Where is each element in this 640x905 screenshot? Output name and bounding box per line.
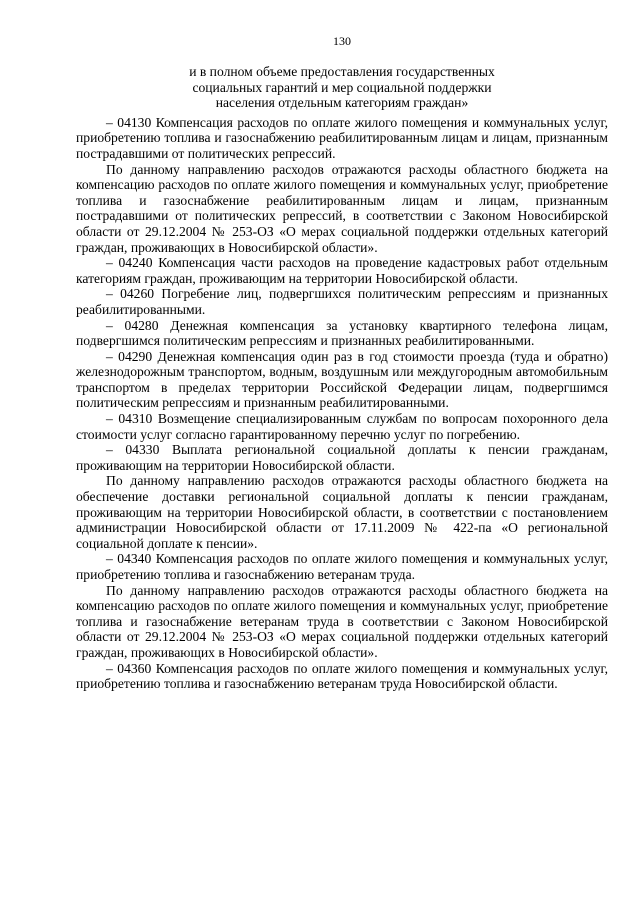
heading-line: социальных гарантий и мер социальной поддержки <box>192 79 492 95</box>
heading-line: населения отдельным категориям граждан» <box>215 95 469 111</box>
paragraph-code-04310: – 04310 Возмещение специализированным службам по вопросам похоронного дела стоимости услуг согласно гарантированному перечню услуг по погребению. <box>76 411 608 442</box>
section-heading <box>76 64 608 111</box>
page-number: 130 <box>333 34 351 48</box>
paragraph-description: По данному направлению расходов отражаются расходы областного бюджета на обеспечение доставки региональной социальной доплаты к пенсии гражданам, проживающим на территории Новосибирской области, в соответствии с постановлением администрации Новосибирской области от 17.11.2009 № 422-па «О региональной социальной доплате к пенсии». <box>76 473 608 551</box>
paragraph-description: По данному направлению расходов отражаются расходы областного бюджета на компенсацию расходов по оплате жилого помещения и коммунальных услуг, приобретение топлива и газоснабжение реабилитированным лицам и лицам, признанным пострадавшими от политических репрессий, в соответствии с Законом Новосибирской области от 29.12.2004 № 253-ОЗ «О мерах социальной поддержки отдельных категорий граждан, проживающих в Новосибирской области». <box>76 161 608 255</box>
paragraph-code-04130: – 04130 Компенсация расходов по оплате жилого помещения и коммунальных услуг, приобретению топлива и газоснабжению реабилитированным лицам и лицам, признанным пострадавшими от политических репрессий. <box>76 114 608 161</box>
document-page <box>76 34 608 692</box>
paragraph-code-04360: – 04360 Компенсация расходов по оплате жилого помещения и коммунальных услуг, приобретению топлива и газоснабжению ветеранам труда Новосибирской области. <box>76 660 608 692</box>
paragraph-code-04290: – 04290 Денежная компенсация один раз в год стоимости проезда (туда и обратно) железнодорожным транспортом, водным, воздушным или междугородным автомобильным транспортом в пределах территории Российской Федерации лицам, подвергшимся политическим репрессиям и признанным реабилитированными. <box>76 348 608 411</box>
heading-line: и в полном объеме предоставления государственных <box>189 64 495 79</box>
paragraph-code-04280: – 04280 Денежная компенсация за установку квартирного телефона лицам, подвергшимся политическим репрессиям и признанных реабилитированными. <box>76 317 608 349</box>
paragraph-code-04340: – 04340 Компенсация расходов по оплате жилого помещения и коммунальных услуг, приобретению топлива и газоснабжению ветеранам труда. <box>76 551 608 582</box>
paragraph-code-04330: – 04330 Выплата региональной социальной доплаты к пенсии гражданам, проживающим на территории Новосибирской области. <box>76 442 608 473</box>
paragraph-code-04240: – 04240 Компенсация части расходов на проведение кадастровых работ отдельным категориям граждан, проживающим на территории Новосибирской области. <box>76 255 608 286</box>
paragraph-code-04260: – 04260 Погребение лиц, подвергшихся политическим репрессиям и признанных реабилитированными. <box>76 286 608 317</box>
paragraph-description: По данному направлению расходов отражаются расходы областного бюджета на компенсацию расходов по оплате жилого помещения и коммунальных услуг, приобретение топлива и газоснабжение ветеранам труда в соответствии с Законом Новосибирской области от 29.12.2004 № 253-ОЗ «О мерах социальной поддержки отдельных категорий граждан, проживающих в Новосибирской области». <box>76 582 608 660</box>
